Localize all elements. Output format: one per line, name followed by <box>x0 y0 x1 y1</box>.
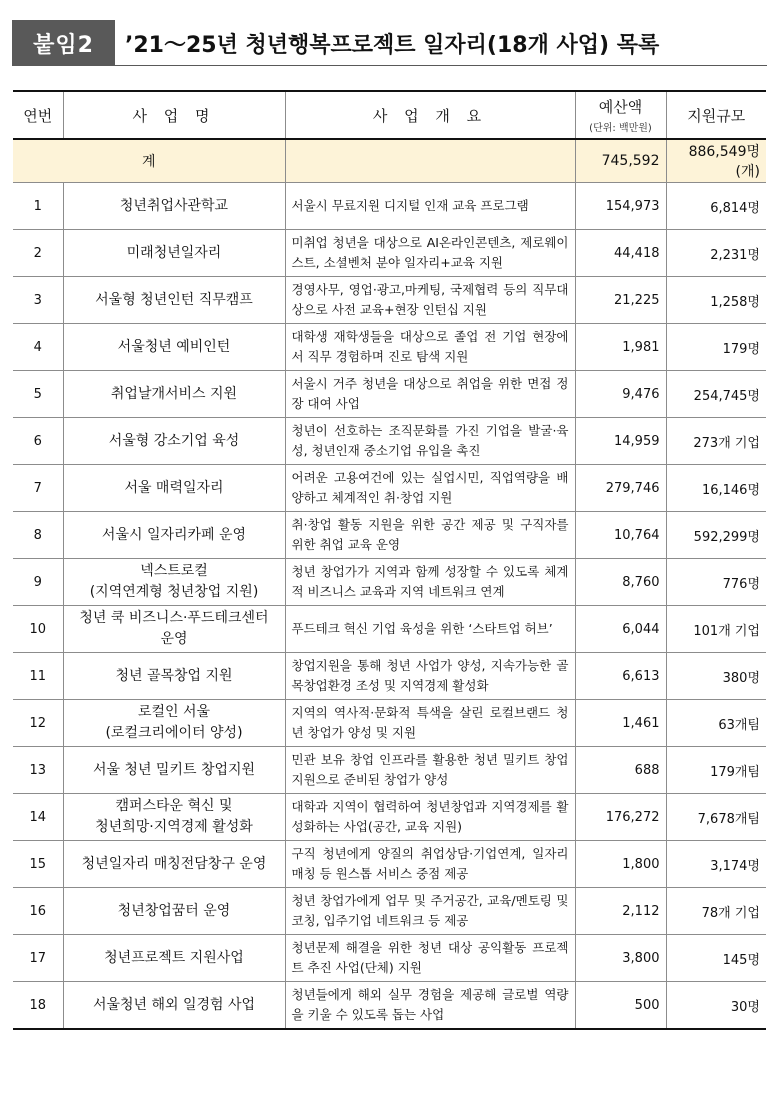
table-row <box>13 747 766 794</box>
row-support-scale: 380명 <box>666 653 766 700</box>
row-program-summary: 미취업 청년을 대상으로 AI온라인콘텐츠, 제로웨이스트, 소셜벤처 분야 일자리+교육 지원 <box>285 230 575 277</box>
table-header-row <box>13 91 766 139</box>
table-row <box>13 794 766 841</box>
row-number: 1 <box>13 183 63 230</box>
row-budget: 1,981 <box>575 324 666 371</box>
row-program-summary: 서울시 거주 청년을 대상으로 취업을 위한 면접 정장 대여 사업 <box>285 371 575 418</box>
row-program-summary: 어려운 고용여건에 있는 실업시민, 직업역량을 배양하고 체계적인 취·창업 지원 <box>285 465 575 512</box>
row-number: 13 <box>13 747 63 794</box>
row-number: 2 <box>13 230 63 277</box>
row-number: 15 <box>13 841 63 888</box>
table-row <box>13 888 766 935</box>
row-program-summary: 구직 청년에게 양질의 취업상담·기업연계, 일자리 매칭 등 원스톱 서비스 중점 제공 <box>285 841 575 888</box>
row-number: 5 <box>13 371 63 418</box>
row-budget: 1,800 <box>575 841 666 888</box>
row-number: 9 <box>13 559 63 606</box>
row-budget: 6,044 <box>575 606 666 653</box>
row-program-summary: 청년 창업가가 지역과 함께 성장할 수 있도록 체계적 비즈니스 교육과 지역 네트워크 연계 <box>285 559 575 606</box>
row-budget: 3,800 <box>575 935 666 982</box>
row-number: 4 <box>13 324 63 371</box>
row-program-summary: 청년 창업가에게 업무 및 주거공간, 교육/멘토링 및 코칭, 입주기업 네트워크 등 제공 <box>285 888 575 935</box>
row-program-summary: 대학생 재학생들을 대상으로 졸업 전 기업 현장에서 직무 경험하며 진로 탐색 지원 <box>285 324 575 371</box>
row-program-summary: 청년들에게 해외 실무 경험을 제공해 글로벌 역량을 키울 수 있도록 돕는 사업 <box>285 982 575 1030</box>
row-support-scale: 2,231명 <box>666 230 766 277</box>
total-row <box>13 139 766 183</box>
row-support-scale: 63개팀 <box>666 700 766 747</box>
row-support-scale: 254,745명 <box>666 371 766 418</box>
table-row <box>13 371 766 418</box>
row-budget: 6,613 <box>575 653 666 700</box>
row-budget: 279,746 <box>575 465 666 512</box>
row-program-summary: 창업지원을 통해 청년 사업가 양성, 지속가능한 골목창업환경 조성 및 지역경제 활성화 <box>285 653 575 700</box>
total-scale: 886,549명(개) <box>666 139 766 183</box>
column-header-scale: 지원규모 <box>666 91 766 139</box>
table-row <box>13 700 766 747</box>
column-header-summary: 사 업 개 요 <box>285 91 575 139</box>
table-row <box>13 559 766 606</box>
row-program-name: 캠퍼스타운 혁신 및 청년희망·지역경제 활성화 <box>63 794 285 841</box>
page-title: ’21～25년 청년행복프로젝트 일자리(18개 사업) 목록 <box>125 32 660 58</box>
row-budget: 10,764 <box>575 512 666 559</box>
table-row <box>13 465 766 512</box>
column-header-budget <box>575 91 666 139</box>
row-program-name: 서울청년 예비인턴 <box>63 324 285 371</box>
row-support-scale: 3,174명 <box>666 841 766 888</box>
row-program-name: 청년 쿡 비즈니스·푸드테크센터 운영 <box>63 606 285 653</box>
row-program-name: 서울청년 해외 일경험 사업 <box>63 982 285 1030</box>
table-row <box>13 935 766 982</box>
row-program-name: 청년 골목창업 지원 <box>63 653 285 700</box>
row-support-scale: 273개 기업 <box>666 418 766 465</box>
row-support-scale: 776명 <box>666 559 766 606</box>
row-budget: 2,112 <box>575 888 666 935</box>
row-program-name: 청년일자리 매칭전담창구 운영 <box>63 841 285 888</box>
row-support-scale: 1,258명 <box>666 277 766 324</box>
budget-header-label: 예산액 <box>598 98 643 116</box>
row-program-name: 미래청년일자리 <box>63 230 285 277</box>
row-budget: 21,225 <box>575 277 666 324</box>
table-row <box>13 183 766 230</box>
row-program-name: 취업날개서비스 지원 <box>63 371 285 418</box>
row-program-summary: 취·창업 활동 지원을 위한 공간 제공 및 구직자를 위한 취업 교육 운영 <box>285 512 575 559</box>
table-row <box>13 324 766 371</box>
row-budget: 1,461 <box>575 700 666 747</box>
program-table <box>13 90 766 1030</box>
row-program-name: 청년프로젝트 지원사업 <box>63 935 285 982</box>
row-number: 8 <box>13 512 63 559</box>
row-program-name: 서울시 일자리카페 운영 <box>63 512 285 559</box>
row-support-scale: 16,146명 <box>666 465 766 512</box>
row-support-scale: 7,678개팀 <box>666 794 766 841</box>
row-program-summary: 민관 보유 창업 인프라를 활용한 청년 밀키트 창업 지원으로 준비된 창업가 양성 <box>285 747 575 794</box>
row-program-name: 서울 매력일자리 <box>63 465 285 512</box>
row-program-summary: 서울시 무료지원 디지털 인재 교육 프로그램 <box>285 183 575 230</box>
row-support-scale: 6,814명 <box>666 183 766 230</box>
row-program-name: 서울형 청년인턴 직무캠프 <box>63 277 285 324</box>
row-support-scale: 145명 <box>666 935 766 982</box>
row-program-summary: 청년문제 해결을 위한 청년 대상 공익활동 프로젝트 추진 사업(단체) 지원 <box>285 935 575 982</box>
table-row <box>13 512 766 559</box>
row-number: 14 <box>13 794 63 841</box>
row-number: 10 <box>13 606 63 653</box>
attachment-tag: 붙임2 <box>12 20 115 66</box>
column-header-name: 사 업 명 <box>63 91 285 139</box>
column-header-no: 연번 <box>13 91 63 139</box>
row-program-name: 서울형 강소기업 육성 <box>63 418 285 465</box>
document-header <box>12 20 767 68</box>
row-program-summary: 푸드테크 혁신 기업 육성을 위한 ‘스타트업 허브’ <box>285 606 575 653</box>
table-row <box>13 606 766 653</box>
row-number: 11 <box>13 653 63 700</box>
table-row <box>13 982 766 1030</box>
row-number: 17 <box>13 935 63 982</box>
row-budget: 500 <box>575 982 666 1030</box>
table-row <box>13 277 766 324</box>
row-number: 3 <box>13 277 63 324</box>
row-budget: 154,973 <box>575 183 666 230</box>
total-summary-empty <box>285 139 575 183</box>
row-program-summary: 청년이 선호하는 조직문화를 가진 기업을 발굴·육성, 청년인재 중소기업 유입을 촉진 <box>285 418 575 465</box>
row-budget: 14,959 <box>575 418 666 465</box>
row-number: 18 <box>13 982 63 1030</box>
row-support-scale: 78개 기업 <box>666 888 766 935</box>
row-support-scale: 101개 기업 <box>666 606 766 653</box>
row-number: 16 <box>13 888 63 935</box>
row-program-name: 넥스트로컬 (지역연계형 청년창업 지원) <box>63 559 285 606</box>
total-label: 계 <box>13 139 285 183</box>
row-number: 12 <box>13 700 63 747</box>
budget-unit-label: (단위: 백만원) <box>589 123 652 134</box>
row-program-summary: 지역의 역사적·문화적 특색을 살린 로컬브랜드 청년 창업가 양성 및 지원 <box>285 700 575 747</box>
table-row <box>13 841 766 888</box>
table-row <box>13 653 766 700</box>
row-support-scale: 179개팀 <box>666 747 766 794</box>
row-number: 7 <box>13 465 63 512</box>
row-program-name: 서울 청년 밀키트 창업지원 <box>63 747 285 794</box>
row-program-name: 청년창업꿈터 운영 <box>63 888 285 935</box>
row-program-name: 청년취업사관학교 <box>63 183 285 230</box>
row-budget: 9,476 <box>575 371 666 418</box>
row-budget: 8,760 <box>575 559 666 606</box>
row-number: 6 <box>13 418 63 465</box>
table-row <box>13 230 766 277</box>
row-budget: 176,272 <box>575 794 666 841</box>
row-program-name: 로컬인 서울 (로컬크리에이터 양성) <box>63 700 285 747</box>
row-budget: 44,418 <box>575 230 666 277</box>
row-support-scale: 592,299명 <box>666 512 766 559</box>
table-row <box>13 418 766 465</box>
row-budget: 688 <box>575 747 666 794</box>
total-budget: 745,592 <box>575 139 666 183</box>
row-program-summary: 대학과 지역이 협력하여 청년창업과 지역경제를 활성화하는 사업(공간, 교육 지원) <box>285 794 575 841</box>
row-support-scale: 30명 <box>666 982 766 1030</box>
row-program-summary: 경영사무, 영업·광고,마케팅, 국제협력 등의 직무대상으로 사전 교육+현장 인턴십 지원 <box>285 277 575 324</box>
row-support-scale: 179명 <box>666 324 766 371</box>
